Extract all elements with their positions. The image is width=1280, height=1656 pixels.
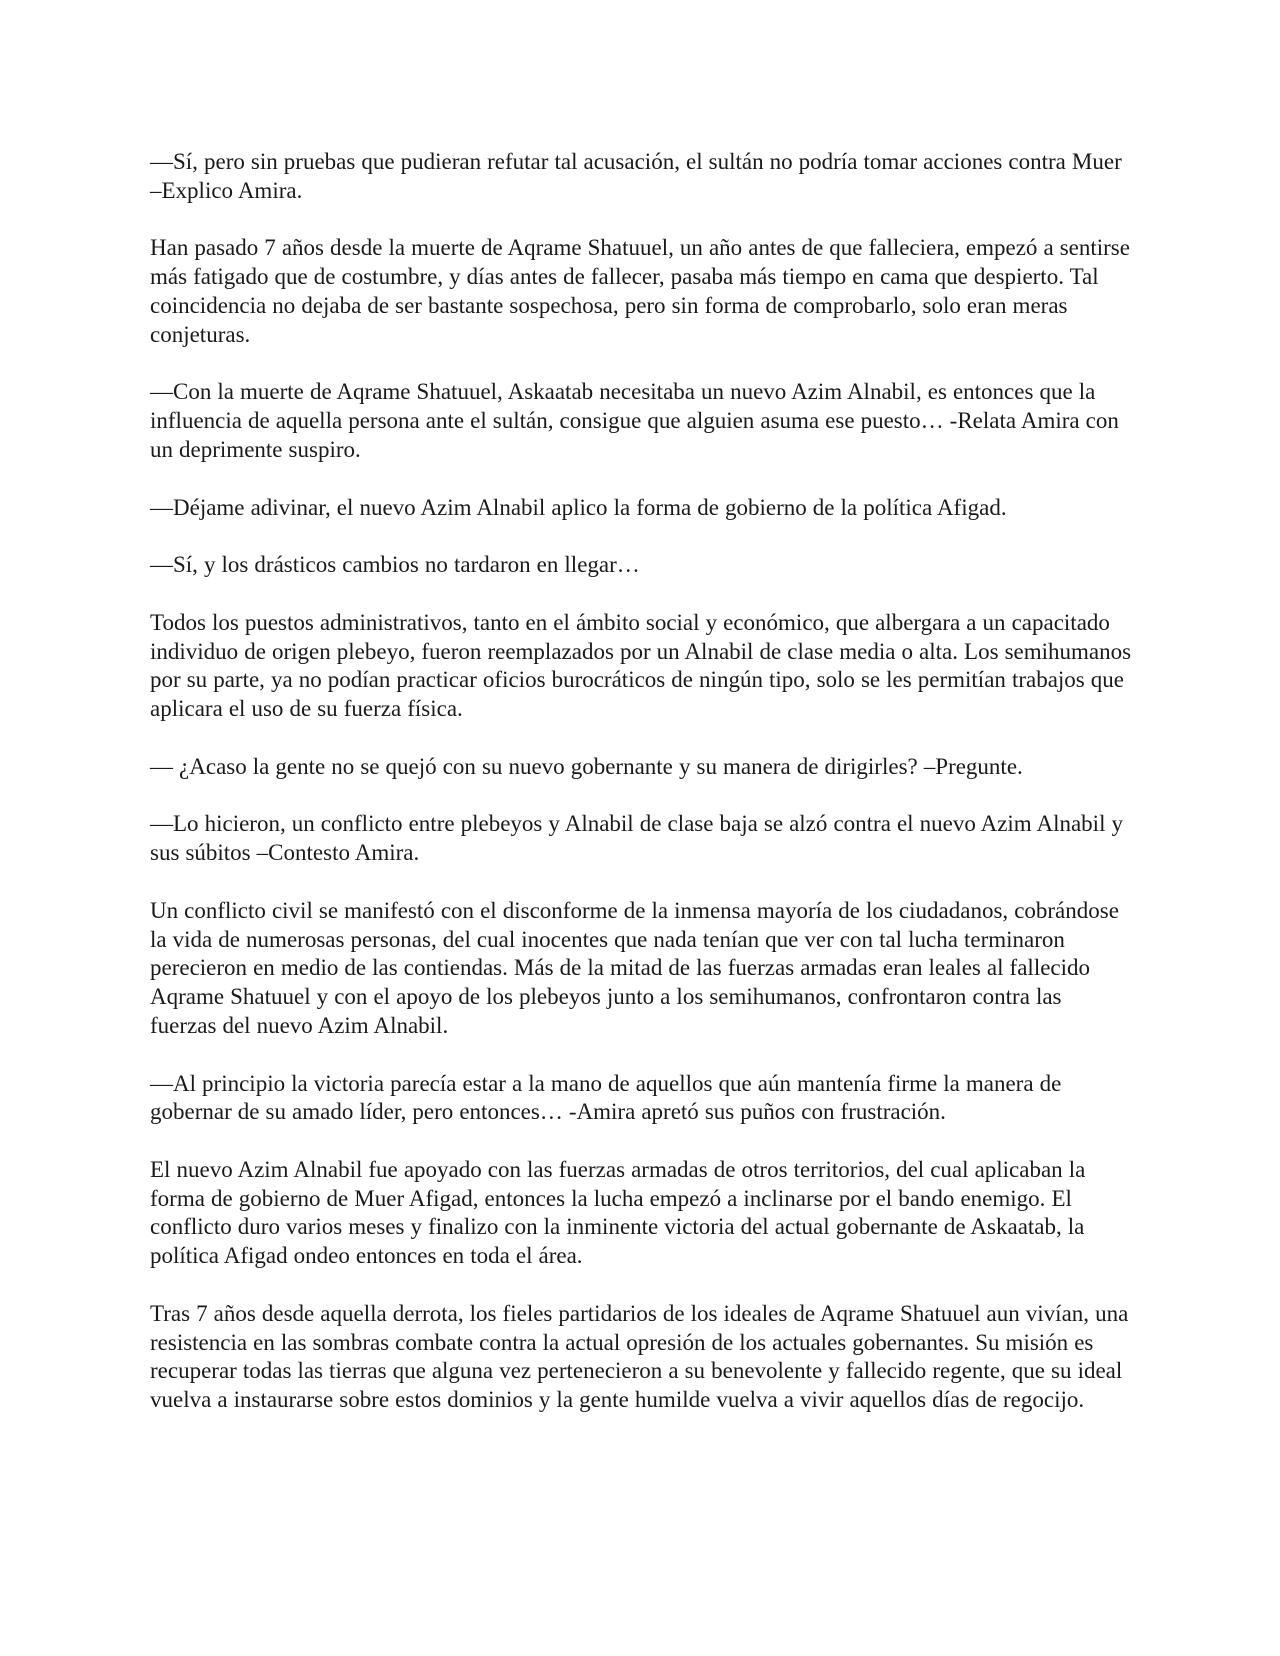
paragraph: El nuevo Azim Alnabil fue apoyado con las fuerzas armadas de otros territorios, del cual aplicaban la forma de gobierno de Muer Afigad, entonces la lucha empezó a inclinarse por el bando enemigo. El conflicto duro varios meses y finalizo con la inminente victoria del actual gobernante de Askaatab, la política Afigad ondeo entonces en toda el área. [150,1156,1086,1269]
paragraph: —Sí, pero sin pruebas que pudieran refutar tal acusación, el sultán no podría tomar acciones contra Muer –Explico Amira. [150,149,1122,203]
paragraph: Han pasado 7 años desde la muerte de Aqrame Shatuuel, un año antes de que falleciera, empezó a sentirse más fatigado que de costumbre, y días antes de fallecer, pasaba más tiempo en cama que despierto. Tal coincidencia no dejaba de ser bastante sospechosa, pero sin forma de comprobarlo, solo eran meras conjeturas. [150,235,1130,347]
paragraph: —Al principio la victoria parecía estar a la mano de aquellos que aún mantenía firme la manera de gobernar de su amado líder, pero entonces… -Amira apretó sus puños con frustración. [150,1070,1062,1125]
paragraph: Un conflicto civil se manifestó con el disconforme de la inmensa mayoría de los ciudadanos, cobrándose la vida de numerosas personas, del cual inocentes que nada tenían que ver con tal lucha terminaron perecieron en medio de las contiendas. Más de la mitad de las fuerzas armadas eran leales al fallecido Aqrame Shatuuel y con el apoyo de los plebeyos junto a los semihumanos, confrontaron contra las fuerzas del nuevo Azim Alnabil. [150,897,1119,1038]
paragraph: —Déjame adivinar, el nuevo Azim Alnabil aplico la forma de gobierno de la política Afigad. [150,494,1007,520]
paragraph: Tras 7 años desde aquella derrota, los fieles partidarios de los ideales de Aqrame Shatuuel aun vivían, una resistencia en las sombras combate contra la actual opresión de los actuales gobernantes. Su misión es recuperar todas las tierras que alguna vez pertenecieron a su benevolente y fallecido regente, que su ideal vuelva a instaurarse sobre estos dominios y la gente humilde vuelva a vivir aquellos días de regocijo. [150,1300,1129,1413]
paragraph: — ¿Acaso la gente no se quejó con su nuevo gobernante y su manera de dirigirles? –Pregunte. [150,753,1023,779]
paragraph: —Con la muerte de Aqrame Shatuuel, Askaatab necesitaba un nuevo Azim Alnabil, es entonces que la influencia de aquella persona ante el sultán, consigue que alguien asuma ese puesto… -Relata Amira con un deprimente suspiro. [150,379,1119,462]
document-page [150,148,1132,1415]
paragraph: —Lo hicieron, un conflicto entre plebeyos y Alnabil de clase baja se alzó contra el nuevo Azim Alnabil y sus súbitos –Contesto Amira. [150,811,1124,866]
paragraph: Todos los puestos administrativos, tanto en el ámbito social y económico, que albergara a un capacitado individuo de origen plebeyo, fueron reemplazados por un Alnabil de clase media o alta. Los semihumanos por su parte, ya no podían practicar oficios burocráticos de ningún tipo, solo se les permitían trabajos que aplicara el uso de su fuerza física. [150,609,1132,722]
paragraph: —Sí, y los drásticos cambios no tardaron en llegar… [150,552,640,578]
